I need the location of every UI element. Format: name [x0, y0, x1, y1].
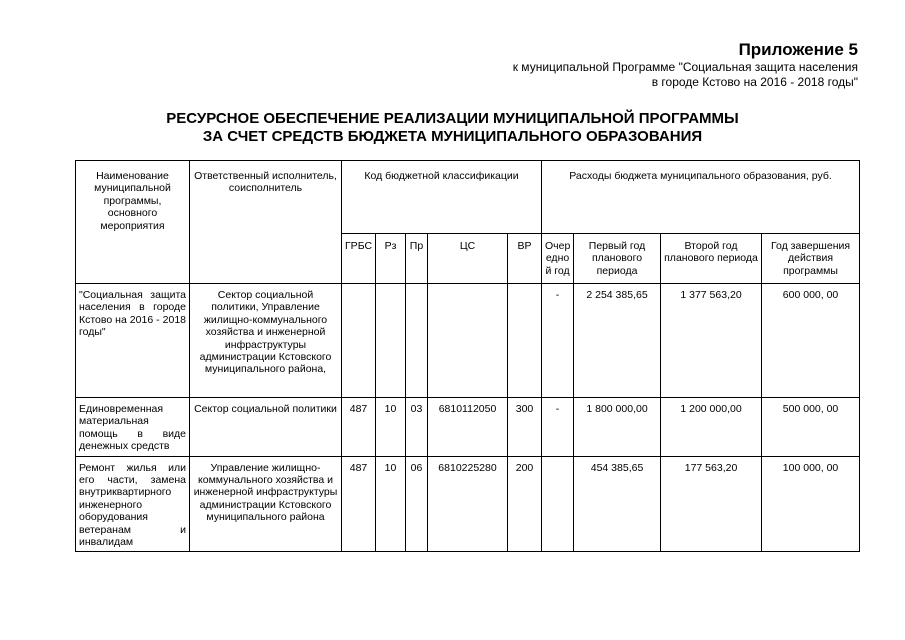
row-rz: 10 — [376, 398, 406, 457]
row-grbs: 487 — [342, 456, 376, 552]
row-final: 100 000, 00 — [762, 456, 860, 552]
appendix-block — [513, 40, 858, 90]
row-final: 500 000, 00 — [762, 398, 860, 457]
appendix-title: Приложение 5 — [738, 40, 858, 59]
header-grbs: ГРБС — [342, 234, 376, 284]
header-second-year: Второй год планового периода — [661, 234, 762, 284]
header-vr: ВР — [508, 234, 542, 284]
row-current: - — [542, 284, 574, 398]
row-second: 1 377 563,20 — [661, 284, 762, 398]
row-rz: 10 — [376, 456, 406, 552]
row-pr: 06 — [406, 456, 428, 552]
row-name: "Социальная защита населения в городе Кстово на 2016 - 2018 годы" — [76, 284, 190, 398]
resource-table — [75, 160, 860, 552]
row-grbs: 487 — [342, 398, 376, 457]
table-row — [76, 398, 860, 457]
header-budget-code: Код бюджетной классификации — [342, 161, 542, 234]
row-name: Единовременная материальная помощь в виде денежных средств — [76, 398, 190, 457]
row-executor: Сектор социальной политики — [190, 398, 342, 457]
row-cs: 6810112050 — [428, 398, 508, 457]
header-final-year: Год завершения действия программы — [762, 234, 860, 284]
document-title — [0, 110, 905, 146]
row-pr: 03 — [406, 398, 428, 457]
row-vr: 200 — [508, 456, 542, 552]
appendix-line-2: в городе Кстово на 2016 - 2018 годы" — [651, 75, 858, 89]
document-title-line-1: РЕСУРСНОЕ ОБЕСПЕЧЕНИЕ РЕАЛИЗАЦИИ МУНИЦИПАЛЬНОЙ ПРОГРАММЫ — [166, 110, 739, 127]
row-grbs — [342, 284, 376, 398]
header-current-year: Очер едно й год — [542, 234, 574, 284]
document-title-line-2: ЗА СЧЕТ СРЕДСТВ БЮДЖЕТА МУНИЦИПАЛЬНОГО ОБРАЗОВАНИЯ — [202, 128, 703, 145]
row-executor: Управление жилищно-коммунального хозяйства и инженерной инфраструктуры администрации Кстовского муниципального района — [190, 456, 342, 552]
appendix-line-1: к муниципальной Программе "Социальная защита населения — [512, 60, 858, 74]
row-current — [542, 456, 574, 552]
row-vr — [508, 284, 542, 398]
header-pr: Пр — [406, 234, 428, 284]
row-first: 1 800 000,00 — [574, 398, 661, 457]
row-executor: Сектор социальной политики, Управление жилищно-коммунального хозяйства и инженерной инфраструктуры администрации Кстовского муниципального района, — [190, 284, 342, 398]
row-final: 600 000, 00 — [762, 284, 860, 398]
row-second: 177 563,20 — [661, 456, 762, 552]
header-row-1 — [76, 161, 860, 234]
header-expenses: Расходы бюджета муниципального образования, руб. — [542, 161, 860, 234]
row-cs: 6810225280 — [428, 456, 508, 552]
row-rz — [376, 284, 406, 398]
row-pr — [406, 284, 428, 398]
header-first-year: Первый год планового периода — [574, 234, 661, 284]
header-executor: Ответственный исполнитель, соисполнитель — [190, 161, 342, 284]
table-row — [76, 456, 860, 552]
header-name: Наименование муниципальной программы, основного мероприятия — [76, 161, 190, 284]
row-first: 2 254 385,65 — [574, 284, 661, 398]
row-current: - — [542, 398, 574, 457]
row-cs — [428, 284, 508, 398]
row-first: 454 385,65 — [574, 456, 661, 552]
header-cs: ЦС — [428, 234, 508, 284]
header-rz: Рз — [376, 234, 406, 284]
row-second: 1 200 000,00 — [661, 398, 762, 457]
row-vr: 300 — [508, 398, 542, 457]
table-row — [76, 284, 860, 398]
row-name: Ремонт жилья или его части, замена внутриквартирного инженерного оборудования ветеранам и инвалидам — [76, 456, 190, 552]
